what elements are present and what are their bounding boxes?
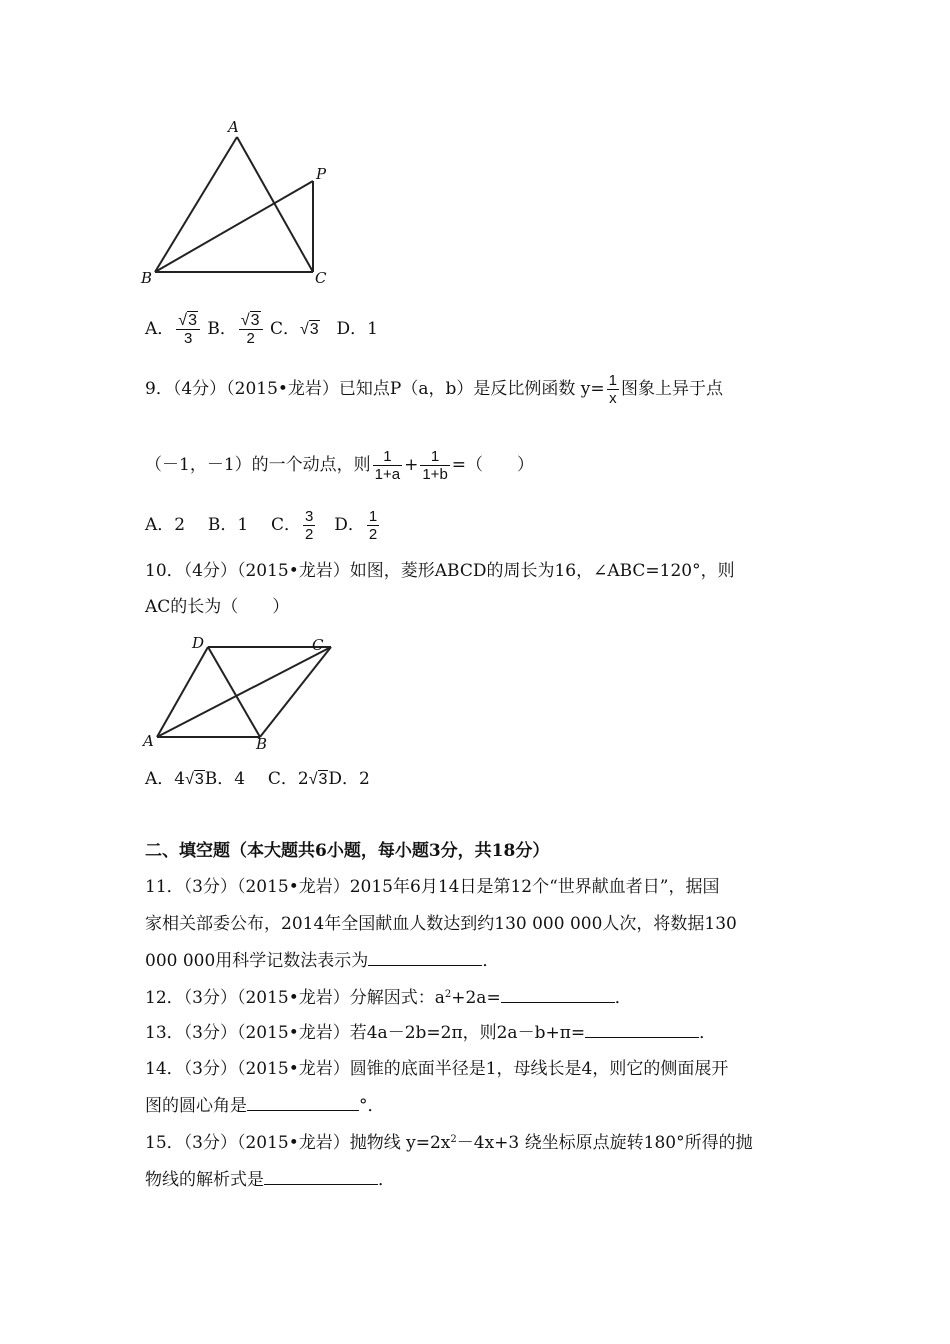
- q10-option-a[interactable]: A．4√3: [145, 769, 204, 789]
- segment-ab: [155, 137, 237, 272]
- segment-ac: [237, 137, 313, 272]
- q9-function-fraction: $\frac{1}{x}$: [608, 372, 617, 407]
- q8-option-c[interactable]: C．√3: [269, 319, 319, 339]
- segment-bc: [260, 647, 331, 737]
- segment-db: [208, 647, 260, 737]
- q9-option-a[interactable]: A．2: [145, 515, 186, 535]
- q14-line-1: 14．（3分）（2015•龙岩）圆锥的底面半径是1，母线长是4，则它的侧面展开: [145, 1059, 729, 1079]
- q8-option-a[interactable]: A． $\frac{√3}{3}$: [145, 319, 207, 339]
- label-a2: A: [143, 732, 154, 750]
- q11-answer-blank[interactable]: [368, 951, 482, 966]
- section-2-title: 二、填空题（本大题共6小题，每小题3分，共18分）: [145, 841, 550, 861]
- q8-options: [145, 312, 378, 347]
- label-c2: C: [312, 636, 324, 654]
- label-a: A: [228, 118, 239, 136]
- label-b: B: [141, 269, 153, 287]
- q15-answer-blank[interactable]: [264, 1170, 378, 1185]
- q9-option-b[interactable]: B．1: [207, 515, 249, 535]
- q9-options: [145, 508, 381, 543]
- q11-line-3: 000 000用科学记数法表示为 ．: [145, 951, 500, 971]
- q9-option-d[interactable]: D． $\frac{1}{2}$: [334, 508, 378, 543]
- q8-option-b[interactable]: B． $\frac{√3}{2}$: [207, 319, 270, 339]
- q11-line-2: 家相关部委公布，2014年全国献血人数达到约130 000 000人次，将数据130: [145, 914, 737, 934]
- q10-option-d: D．2: [328, 769, 370, 789]
- q9-option-c[interactable]: C． $\frac{3}{2}$: [271, 508, 314, 543]
- q15-line-2: 物线的解析式是 ．: [145, 1170, 395, 1190]
- segment-bp: [155, 181, 313, 272]
- q10-line-2: AC的长为（ ）: [145, 597, 290, 617]
- q14-line-2: 图的圆心角是 °．: [145, 1096, 385, 1116]
- q10-option-c[interactable]: C．2√3: [267, 769, 328, 789]
- q13-answer-blank[interactable]: [585, 1023, 699, 1038]
- q11-line-1: 11．（3分）（2015•龙岩）2015年6月14日是第12个“世界献血者日”，据国: [145, 877, 720, 897]
- q13-line: 13．（3分）（2015•龙岩）若4a－2b=2π，则2a－b+π= ．: [145, 1023, 717, 1043]
- label-d: D: [192, 634, 205, 652]
- q15-line-1: 15．（3分）（2015•龙岩）抛物线 $y=2x^2-4x+3$ 绕坐标原点旋转180°所得的抛: [145, 1133, 753, 1153]
- label-p: P: [316, 165, 327, 183]
- rhombus-figure: [135, 630, 345, 755]
- q10-option-b[interactable]: B．4: [204, 769, 246, 789]
- q12-line: 12．（3分）（2015•龙岩）分解因式：$a^2+2a=$ ．: [145, 988, 632, 1008]
- q10-line-1: 10．（4分）（2015•龙岩）如图，菱形ABCD的周长为16，∠ABC=120°，则: [145, 561, 735, 581]
- q8-option-d[interactable]: D．1: [336, 319, 378, 339]
- q12-answer-blank[interactable]: [501, 988, 615, 1003]
- q9-line-1: 9．（4分）（2015•龙岩）已知点P（a，b）是反比例函数 y= $\frac{1}{x}$ 图象上异于点: [145, 372, 723, 407]
- label-c: C: [315, 269, 327, 287]
- q9-line-2: （－1，－1）的一个动点，则 $\frac{1}{1+a}$ + $\frac{1}{1+b}$ =（ ）: [145, 448, 535, 483]
- q14-answer-blank[interactable]: [247, 1096, 359, 1111]
- label-b2: B: [256, 735, 268, 753]
- triangle-figure: [135, 115, 345, 290]
- q10-options: [145, 767, 370, 792]
